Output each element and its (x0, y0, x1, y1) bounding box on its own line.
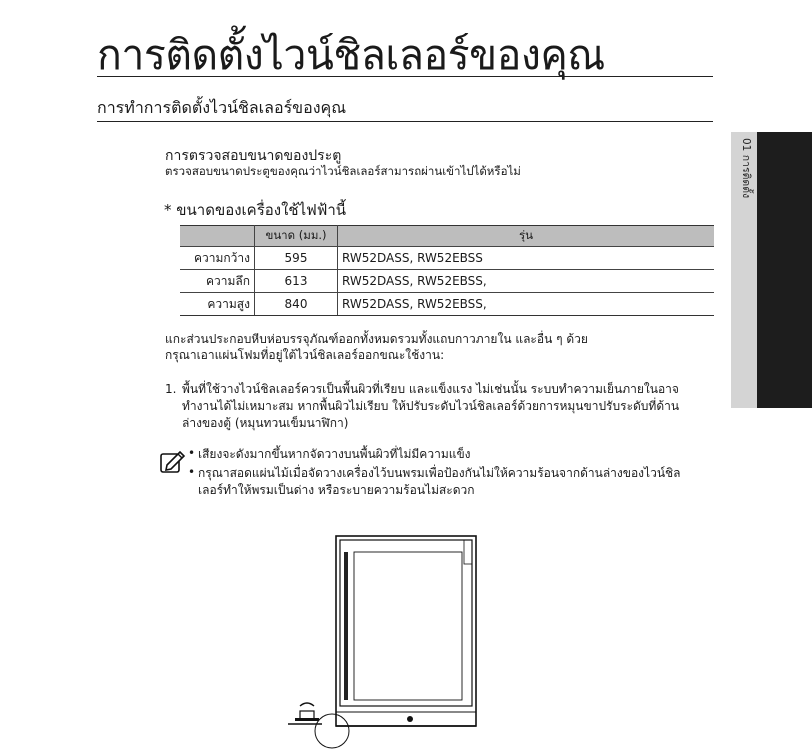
note-2-line-2: เลอร์ทำให้พรมเป็นด่าง หรือระบายความร้อนไม่สะดวก (198, 483, 475, 497)
door-check-heading: การตรวจสอบขนาดของประตู (165, 148, 342, 164)
row-label: ความสูง (180, 293, 255, 316)
table-header-model: รุ่น (338, 226, 715, 247)
row-label: ความกว้าง (180, 247, 255, 270)
step-number: 1. (165, 382, 177, 396)
row-models: RW52DASS, RW52EBSS (338, 247, 715, 270)
note-bullet: • (188, 465, 196, 479)
row-value: 595 (255, 247, 338, 270)
note-bullet: • (188, 446, 196, 460)
section-title: การทำการติดตั้งไวน์ชิลเลอร์ของคุณ (97, 98, 347, 117)
door-check-body: ตรวจสอบขนาดประตูของคุณว่าไวน์ชิลเลอร์สามารถผ่านเข้าไปได้หรือไม่ (165, 164, 521, 178)
dimensions-heading: * ขนาดของเครื่องใช้ไฟฟ้านี้ (164, 201, 347, 219)
packaging-line-1: แกะส่วนประกอบหีบห่อบรรจุภัณฑ์ออกทั้งหมดรวมทั้งแถบกาวภายใน และอื่น ๆ ด้วย (165, 332, 588, 346)
packaging-line-2: กรุณาเอาแผ่นโฟมที่อยู่ใต้ไวน์ชิลเลอร์ออกขณะใช้งาน: (165, 348, 445, 362)
row-label: ความลึก (180, 270, 255, 293)
step-line-3: ล่างของตู้ (หมุนทวนเข็มนาฬิกา) (182, 416, 349, 430)
table-header-size: ขนาด (มม.) (255, 226, 338, 247)
row-value: 613 (255, 270, 338, 293)
side-tab-label: 01 การติดตั้ง (740, 138, 752, 199)
row-models: RW52DASS, RW52EBSS, (338, 270, 715, 293)
page-title: การติดตั้งไวน์ชิลเลอร์ของคุณ (97, 31, 605, 79)
row-value: 840 (255, 293, 338, 316)
step-line-1: พื้นที่ใช้วางไวน์ชิลเลอร์ควรเป็นพื้นผิวที่เรียบ และแข็งแรง ไม่เช่นนั้น ระบบทำความเย็นภายในอาจ (182, 382, 679, 396)
row-models: RW52DASS, RW52EBSS, (338, 293, 715, 316)
note-2-line-1: กรุณาสอดแผ่นไม้เมื่อจัดวางเครื่องไว้บนพรมเพื่อป้องกันไม่ให้ความร้อนจากด้านล่างของไวน์ชิล (198, 466, 681, 480)
step-line-2: ทำงานได้ไม่เหมาะสม หากพื้นผิวไม่เรียบ ให้ปรับระดับไวน์ชิลเลอร์ด้วยการหมุนขาปรับระดับที่ด้าน (182, 399, 680, 413)
note-1-line-1: เสียงจะดังมากขึ้นหากจัดวางบนพื้นผิวที่ไม่มีความแข็ง (198, 447, 471, 461)
